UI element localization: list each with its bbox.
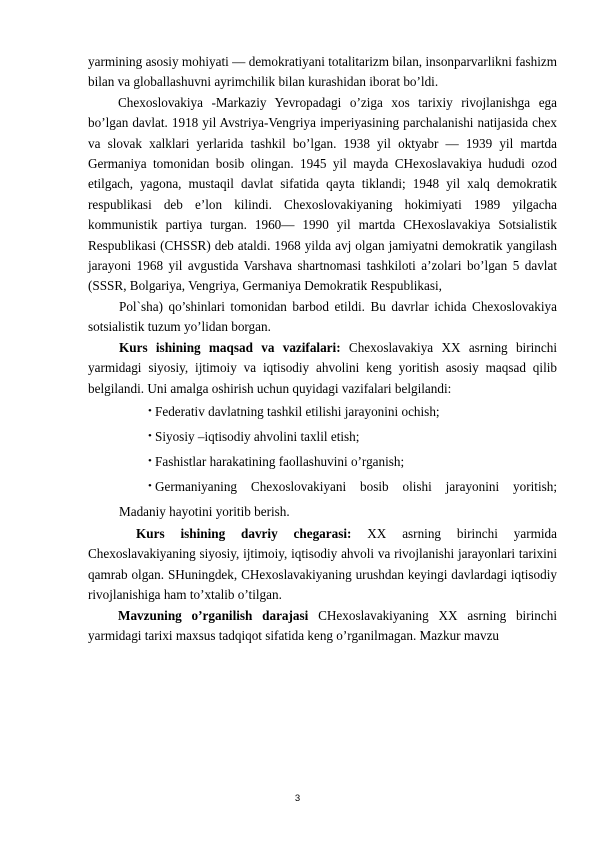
page-number: 3 — [294, 793, 301, 804]
paragraph-goals — [88, 338, 557, 399]
document-page — [88, 52, 557, 646]
bullet-item: • Fashistlar harakatining faollashuvini o’rganish; — [88, 449, 557, 474]
period-text: XX asrning birinchi yarmida Chexoslavakiyaning siyosiy, ijtimoiy, iqtisodiy ahvoli va rivojlanishi jarayonlari tarixini qamrab olgan. SHuningdek, CHexoslavakiyaning urushdan keyingi davlardagi iqtisodiy rivojlanishiga ham to’xtalib o’tilgan. — [88, 525, 557, 603]
paragraph-cultural: Madaniy hayotini yoritib berish. — [119, 503, 290, 519]
study-level-text: CHexoslavakiyaning XX asrning birinchi yarmidagi tarixi maxsus tadqiqot sifatida keng o’rganilmagan. Mazkur mavzu — [88, 607, 557, 643]
bullet-item: • Germaniyaning Chexoslovakiyani bosib olishi jarayonini yoritish; — [88, 474, 557, 499]
bullet-icon: • — [148, 479, 152, 492]
bullet-icon: • — [148, 404, 152, 417]
bullet-item: • Federativ davlatning tashkil etilishi jarayonini ochish; — [88, 399, 557, 424]
bullet-icon: • — [148, 454, 152, 467]
bullet-item: • Siyosiy –iqtisodiy ahvolini taxlil etish; — [88, 424, 557, 449]
paragraph-period — [88, 524, 557, 606]
paragraph-czechoslovakia: Chexoslovakiya -Markaziy Yevropadagi o’ziga xos tarixiy rivojlanishga ega bo’lgan davlat. 1918 yil Avstriya-Vengriya imperiyasining parchalanishi natijasida chex va slovak xalklari yerlarida tashkil bo’lgan. 1938 yil oktyabr — 1939 yil martda Germaniya tomonidan bosib olingan. 1945 yil mayda CHexoslavakiya hududi ozod etilgach, yagona, mustaqil davlat sifatida qayta tiklandi; 1948 yil xalq demokratik respublikasi deb e’lon kilindi. Chexoslovakiyaning hokimiyati 1989 yilgacha kommunistik partiya turgan. 1960— 1990 yil martda CHexoslavakiya Sotsialistik Respublikasi (CHSSR) deb ataldi. 1968 yilda avj olgan jamiyatni demokratik yangilash jarayoni 1968 yil avgustida Varshava shartnomasi tashkiloti a’zolari bo’lgan 5 davlat (SSSR, Bolgariya, Vengriya, Germaniya Demokratik Respublikasi, — [88, 94, 557, 294]
paragraph-intro: yarmining asosiy mohiyati — demokratiyani totalitarizm bilan, insonparvarlikni fashizm bilan va globallashuvni ayrimchilik bilan kurashidan iborat bo’ldi. — [88, 54, 557, 90]
bullet-icon: • — [148, 429, 152, 442]
goals-text: Chexoslavakiya XX asrning birinchi yarmidagi siyosiy, ijtimoiy va iqtisodiy ahvolini keng yoritish asosiy maqsad qilib belgilandi. Uni amalga oshirish uchun quyidagi vazifalari belgilandi: — [88, 339, 557, 396]
goals-heading: Kurs ishining maqsad va vazifalari: — [119, 339, 341, 355]
study-level-heading: Mavzuning o’rganilish darajasi — [118, 607, 309, 623]
period-heading: Kurs ishining davriy chegarasi: — [136, 525, 352, 541]
paragraph-study-level — [88, 606, 557, 647]
paragraph-poland: Pol`sha) qo’shinlari tomonidan barbod etildi. Bu davrlar ichida Chexoslovakiya sotsialistik tuzum yo’lidan borgan. — [88, 298, 557, 335]
